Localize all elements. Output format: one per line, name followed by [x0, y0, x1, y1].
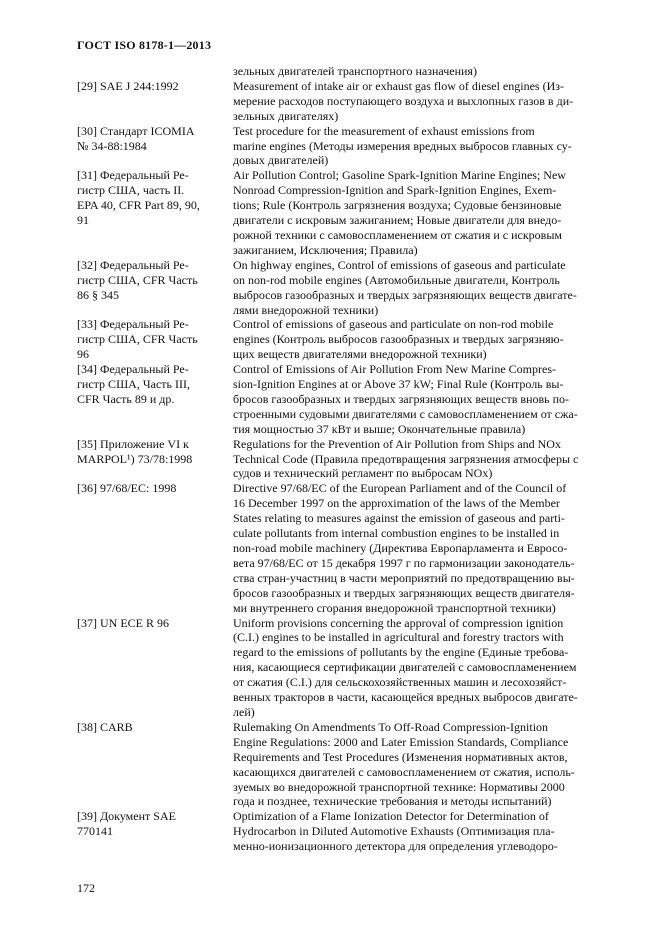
reference-description-line: зажиганием, Исключения; Правила) [233, 242, 418, 257]
reference-description-line: Uniform provisions concerning the approval of compression ignition [233, 615, 564, 630]
reference-id-line: [37] UN ECE R 96 [77, 615, 169, 630]
reference-entry [77, 79, 619, 124]
reference-id-line: CFR Часть 89 и др. [77, 391, 175, 406]
reference-id [77, 362, 233, 437]
reference-id-line: [32] Федеральный Ре- [77, 257, 189, 272]
reference-description-line: Rulemaking On Amendments To Off-Road Compression-Ignition [233, 719, 549, 734]
reference-description-line: зельных двигателях) [233, 108, 339, 123]
page-number: 172 [77, 881, 95, 895]
reference-id-line: 96 [77, 347, 89, 362]
reference-entry [77, 437, 619, 482]
reference-description-line: тия мощностью 37 кВт и выше; Окончательные правила) [233, 421, 526, 436]
reference-description [233, 124, 619, 169]
reference-entry [77, 168, 619, 257]
reference-description-line: Control of emissions of gaseous and particulate on non-rod mobile [233, 317, 554, 332]
reference-description-line: Regulations for the Prevention of Air Pollution from Ships and NOx [233, 436, 561, 451]
reference-entry [77, 720, 619, 809]
reference-description-line: States relating to measures against the emission of gaseous and parti- [233, 511, 565, 526]
reference-description-line: менно-ионизационного детектора для определения углеводоро- [233, 839, 558, 854]
reference-id-line: [38] CARB [77, 719, 133, 734]
reference-id-line: гистр США, CFR Часть [77, 272, 198, 287]
reference-description-line: лями внедорожной техники) [233, 302, 379, 317]
reference-description-line: Nonroad Compression-Ignition and Spark-Ignition Engines, Exem- [233, 183, 557, 198]
reference-id [77, 437, 233, 482]
reference-description-line: строенными судовыми двигателями с самовоспламенением от сжа- [233, 406, 578, 421]
reference-description-line: engines (Контроль выбросов газообразных и твердых загрязняю- [233, 332, 564, 347]
reference-id-line: EPA 40, CFR Part 89, 90, [77, 198, 200, 213]
reference-description-line: касающихся двигателей с самовоспламенением от сжатия, исполь- [233, 764, 575, 779]
document-header: ГОСТ ISO 8178-1—2013 [77, 38, 212, 52]
reference-description-line: от сжатия (C.I.) для сельскохозяйственных машин и лесохозяйст- [233, 675, 567, 690]
reference-description-line: ства стран-участниц в части мероприятий по предотвращению вы- [233, 570, 575, 585]
reference-id-line: [39] Документ SAE [77, 809, 176, 824]
reference-description [233, 258, 619, 318]
reference-description [233, 437, 619, 482]
reference-id [77, 124, 233, 169]
continuation-text: зельных двигателей транспортного назначения) [233, 64, 477, 78]
reference-id-line: [35] Приложение VI к [77, 436, 189, 451]
reference-description-line: судов и технический регламент по выбросам NOx) [233, 466, 493, 481]
reference-id-line: гистр США, CFR Часть [77, 332, 198, 347]
reference-description-line: вета 97/68/EC от 15 декабря 1997 г по гармонизации законодатель- [233, 555, 575, 570]
reference-description-line: (C.I.) engines to be installed in agricultural and forestry tractors with [233, 630, 564, 645]
reference-description-line: Air Pollution Control; Gasoline Spark-Ignition Marine Engines; New [233, 168, 566, 183]
reference-description [233, 168, 619, 257]
continuation-row [77, 64, 619, 79]
reference-description-line: Technical Code (Правила предотвращения загрязнения атмосферы с [233, 451, 579, 466]
reference-id-line: [34] Федеральный Ре- [77, 362, 189, 377]
reference-description-line: бросов газообразных и твердых загрязняющих веществ вновь по- [233, 391, 570, 406]
reference-id [77, 317, 233, 362]
reference-description-line: мерение расходов поступающего воздуха и выхлопных газов в ди- [233, 93, 574, 108]
reference-id-line: [33] Федеральный Ре- [77, 317, 189, 332]
reference-description-line: довых двигателей) [233, 153, 329, 168]
reference-description [233, 481, 619, 615]
reference-id-line: [36] 97/68/EC: 1998 [77, 481, 177, 496]
reference-description-line: Measurement of intake air or exhaust gas flow of diesel engines (Из- [233, 78, 564, 93]
reference-description-line: Requirements and Test Procedures (Изменения нормативных актов, [233, 749, 568, 764]
reference-description-line: Test procedure for the measurement of exhaust emissions from [233, 123, 535, 138]
reference-id [77, 79, 233, 124]
reference-description [233, 809, 619, 854]
reference-id [77, 720, 233, 809]
reference-id-line: [31] Федеральный Ре- [77, 168, 189, 183]
reference-id [77, 481, 233, 615]
reference-id-line: гистр США, Часть III, [77, 377, 190, 392]
reference-description-line: regard to the emissions of pollutants by the engine (Единые требова- [233, 645, 569, 660]
reference-id-line: 91 [77, 213, 89, 228]
reference-description-line: ния, касающиеся сертификации двигателей с самовоспламенением [233, 660, 577, 675]
reference-description-line: Engine Regulations: 2000 and Later Emission Standards, Compliance [233, 734, 569, 749]
reference-description-line: венных тракторов в части, касающейся вредных выбросов двигате- [233, 690, 578, 705]
reference-description-line: ми внутреннего сгорания внедорожной транспортной техники) [233, 600, 556, 615]
reference-id [77, 616, 233, 720]
reference-description-line: marine engines (Методы измерения вредных выбросов главных су- [233, 138, 572, 153]
reference-description-line: Hydrocarbon in Diluted Automotive Exhausts (Оптимизация пла- [233, 824, 555, 839]
reference-description-line: tions; Rule (Контроль загрязнения воздуха; Судовые бензиновые [233, 198, 562, 213]
reference-id [77, 258, 233, 318]
reference-description-line: двигатели с искровым зажиганием; Новые двигатели для внедо- [233, 213, 562, 228]
reference-description [233, 616, 619, 720]
reference-description-line: on non-rod mobile engines (Автомобильные двигатели, Контроль [233, 272, 560, 287]
reference-description-line: щих веществ двигателями внедорожной техники) [233, 347, 487, 362]
reference-id [77, 168, 233, 257]
reference-description [233, 317, 619, 362]
reference-description-line: зуемых во внедорожной транспортной технике: Нормативы 2000 [233, 779, 565, 794]
reference-description-line: On highway engines, Control of emissions of gaseous and particulate [233, 257, 566, 272]
reference-description [233, 362, 619, 437]
reference-description [233, 720, 619, 809]
reference-description-line: non-road mobile machinery (Директива Европарламента и Евросо- [233, 541, 568, 555]
reference-description-line: culate pollutants from internal combustion engines to be installed in [233, 526, 560, 541]
reference-entry [77, 362, 619, 437]
reference-description-line: Optimization of a Flame Ionization Detector for Determination of [233, 809, 549, 824]
reference-description-line: рожной техники с самовоспламенением от сжатия и с искровым [233, 227, 562, 242]
reference-id-line: 770141 [77, 824, 113, 839]
reference-id-line: MARPOL¹) 73/78:1998 [77, 451, 193, 466]
reference-description-line: sion-Ignition Engines at or Above 37 kW; Final Rule (Контроль вы- [233, 377, 564, 392]
reference-description-line: лей) [233, 704, 255, 719]
reference-description-line: Directive 97/68/EC of the European Parliament and of the Council of [233, 481, 567, 496]
reference-entry [77, 809, 619, 854]
reference-entry [77, 124, 619, 169]
reference-description-line: года и позднее, технические требования и методы испытаний) [233, 794, 552, 809]
reference-id-line: [29] SAE J 244:1992 [77, 78, 179, 93]
reference-list [77, 64, 619, 854]
reference-entry [77, 616, 619, 720]
reference-id-line: 86 § 345 [77, 287, 119, 302]
reference-entry [77, 317, 619, 362]
reference-entry [77, 481, 619, 615]
reference-description [233, 79, 619, 124]
reference-id-line: [30] Стандарт ICOMIA [77, 123, 195, 138]
reference-description-line: бросов газообразных и твердых загрязняющих веществ двигателя- [233, 585, 575, 600]
reference-description-line: 16 December 1997 on the approximation of the laws of the Member [233, 496, 560, 511]
reference-id-line: № 34-88:1984 [77, 138, 147, 153]
reference-id [77, 809, 233, 854]
reference-id-line: гистр США, часть II. [77, 183, 185, 198]
reference-entry [77, 258, 619, 318]
reference-description-line: Control of Emissions of Air Pollution From New Marine Compres- [233, 362, 556, 377]
reference-description-line: выбросов газообразных и твердых загрязняющих веществ двигате- [233, 287, 577, 302]
